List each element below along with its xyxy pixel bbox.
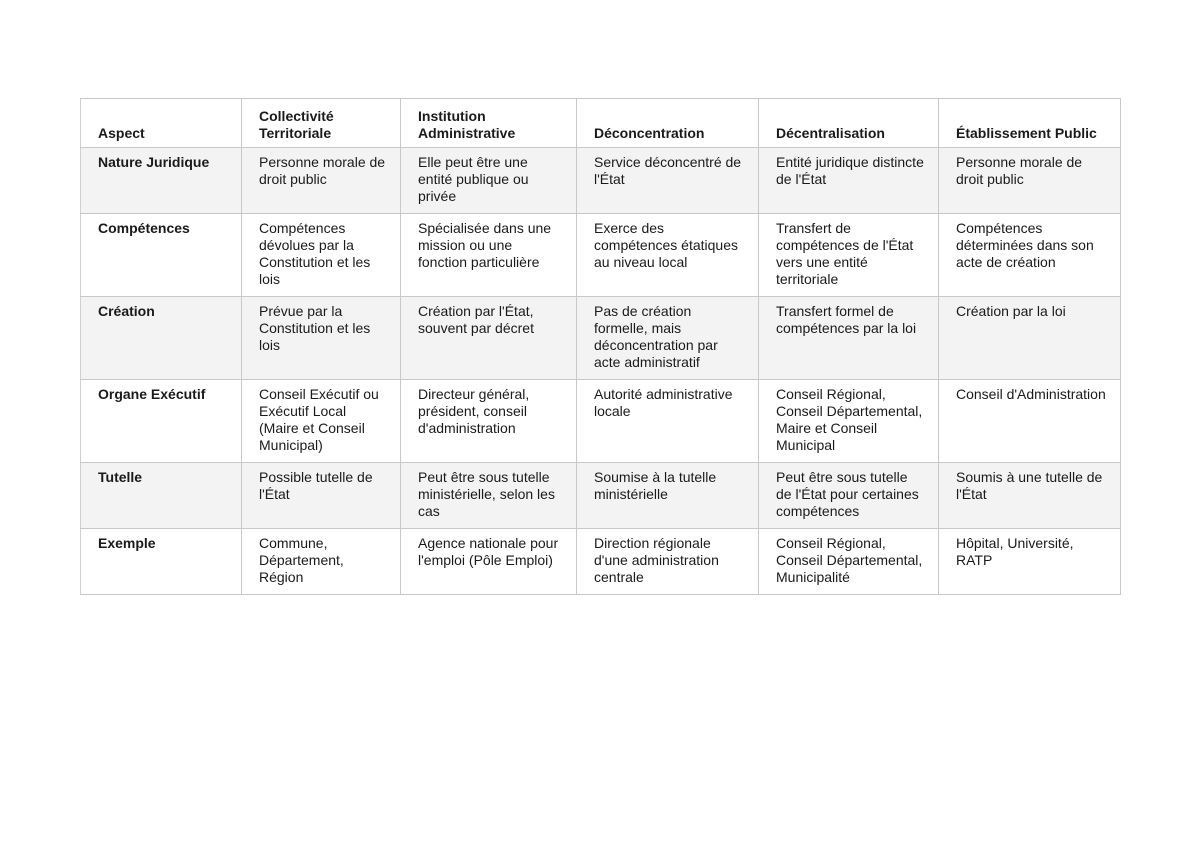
row-label: Création <box>81 297 242 380</box>
table-cell: Spécialisée dans une mission ou une fonction particulière <box>401 214 577 297</box>
table-row <box>81 148 1121 214</box>
header-collectivite-territoriale: Collectivité Territoriale <box>242 99 401 148</box>
table-row <box>81 463 1121 529</box>
table-cell: Commune, Département, Région <box>242 529 401 595</box>
table-cell: Prévue par la Constitution et les lois <box>242 297 401 380</box>
header-deconcentration: Déconcentration <box>577 99 759 148</box>
row-label: Compétences <box>81 214 242 297</box>
table-cell: Agence nationale pour l'emploi (Pôle Emploi) <box>401 529 577 595</box>
table-cell: Conseil Régional, Conseil Départemental, Maire et Conseil Municipal <box>759 380 939 463</box>
table-cell: Conseil d'Administration <box>939 380 1121 463</box>
table-cell: Soumis à une tutelle de l'État <box>939 463 1121 529</box>
table-header-row <box>81 99 1121 148</box>
table-cell: Personne morale de droit public <box>242 148 401 214</box>
header-aspect: Aspect <box>81 99 242 148</box>
table-row <box>81 297 1121 380</box>
table-cell: Directeur général, président, conseil d'administration <box>401 380 577 463</box>
table-cell: Service déconcentré de l'État <box>577 148 759 214</box>
table-cell: Exerce des compétences étatiques au niveau local <box>577 214 759 297</box>
table-cell: Peut être sous tutelle ministérielle, selon les cas <box>401 463 577 529</box>
table-cell: Soumise à la tutelle ministérielle <box>577 463 759 529</box>
header-institution-administrative: Institution Administrative <box>401 99 577 148</box>
table-cell: Pas de création formelle, mais déconcentration par acte administratif <box>577 297 759 380</box>
document-page <box>80 98 1120 595</box>
header-decentralisation: Décentralisation <box>759 99 939 148</box>
header-etablissement-public: Établissement Public <box>939 99 1121 148</box>
table-cell: Direction régionale d'une administration centrale <box>577 529 759 595</box>
table-cell: Compétences dévolues par la Constitution et les lois <box>242 214 401 297</box>
table-cell: Elle peut être une entité publique ou privée <box>401 148 577 214</box>
table-cell: Création par la loi <box>939 297 1121 380</box>
row-label: Exemple <box>81 529 242 595</box>
row-label: Organe Exécutif <box>81 380 242 463</box>
table-cell: Transfert formel de compétences par la loi <box>759 297 939 380</box>
row-label: Nature Juridique <box>81 148 242 214</box>
row-label: Tutelle <box>81 463 242 529</box>
table-row <box>81 529 1121 595</box>
table-row <box>81 214 1121 297</box>
comparison-table <box>80 98 1121 595</box>
table-cell: Peut être sous tutelle de l'État pour certaines compétences <box>759 463 939 529</box>
table-cell: Transfert de compétences de l'État vers une entité territoriale <box>759 214 939 297</box>
table-cell: Création par l'État, souvent par décret <box>401 297 577 380</box>
table-cell: Personne morale de droit public <box>939 148 1121 214</box>
table-cell: Hôpital, Université, RATP <box>939 529 1121 595</box>
table-cell: Conseil Exécutif ou Exécutif Local (Maire et Conseil Municipal) <box>242 380 401 463</box>
table-cell: Compétences déterminées dans son acte de création <box>939 214 1121 297</box>
table-cell: Possible tutelle de l'État <box>242 463 401 529</box>
table-row <box>81 380 1121 463</box>
table-cell: Entité juridique distincte de l'État <box>759 148 939 214</box>
table-cell: Autorité administrative locale <box>577 380 759 463</box>
table-cell: Conseil Régional, Conseil Départemental, Municipalité <box>759 529 939 595</box>
